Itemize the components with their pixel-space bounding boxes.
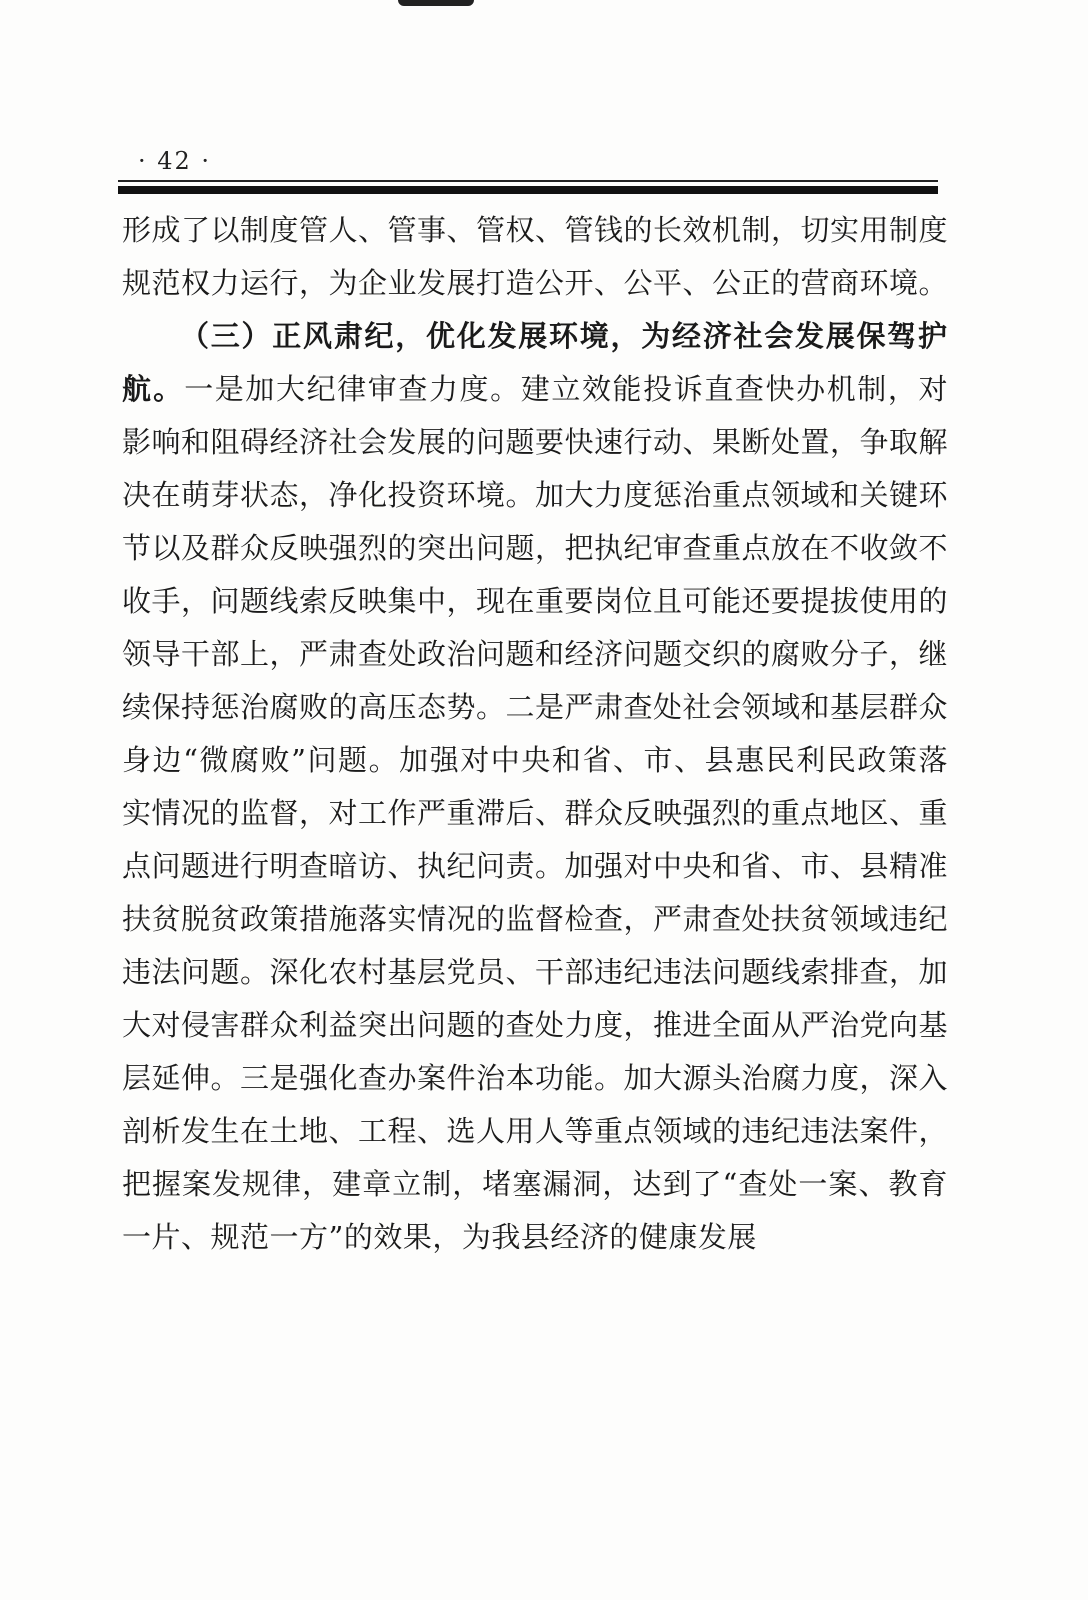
- scan-mark: [398, 0, 474, 6]
- page-header: [118, 146, 938, 176]
- header-rule-thin: [118, 180, 938, 182]
- section-body: 一是加大纪律审查力度。建立效能投诉直查快办机制，对影响和阻碍经济社会发展的问题要快速行动、果断处置，争取解决在萌芽状态，净化投资环境。加大力度惩治重点领域和关键环节以及群众反映强烈的突出问题，把执纪审查重点放在不收敛不收手，问题线索反映集中，现在重要岗位且可能还要提拔使用的领导干部上，严肃查处政治问题和经济问题交织的腐败分子，继续保持惩治腐败的高压态势。二是严肃查处社会领域和基层群众身边“微腐败”问题。加强对中央和省、市、县惠民利民政策落实情况的监督，对工作严重滞后、群众反映强烈的重点地区、重点问题进行明查暗访、执纪问责。加强对中央和省、市、县精准扶贫脱贫政策措施落实情况的监督检查，严肃查处扶贫领域违纪违法问题。深化农村基层党员、干部违纪违法问题线索排查，加大对侵害群众利益突出问题的查处力度，推进全面从严治党向基层延伸。三是强化查办案件治本功能。加大源头治腐力度，深入剖析发生在土地、工程、选人用人等重点领域的违纪违法案件，把握案发规律，建章立制，堵塞漏洞，达到了“查处一案、教育一片、规范一方”的效果，为我县经济的健康发展: [122, 372, 949, 1254]
- paragraph-section-3: [122, 310, 948, 1264]
- body-text: [122, 204, 948, 1264]
- header-rule-thick: [118, 186, 938, 194]
- page-number: · 42 ·: [138, 147, 212, 175]
- section-heading: （三）正风肃纪，优化发展环境，为经济社会发展保驾护航。: [122, 319, 948, 406]
- paragraph-continued: 形成了以制度管人、管事、管权、管钱的长效机制，切实用制度规范权力运行，为企业发展打造公开、公平、公正的营商环境。: [122, 213, 949, 300]
